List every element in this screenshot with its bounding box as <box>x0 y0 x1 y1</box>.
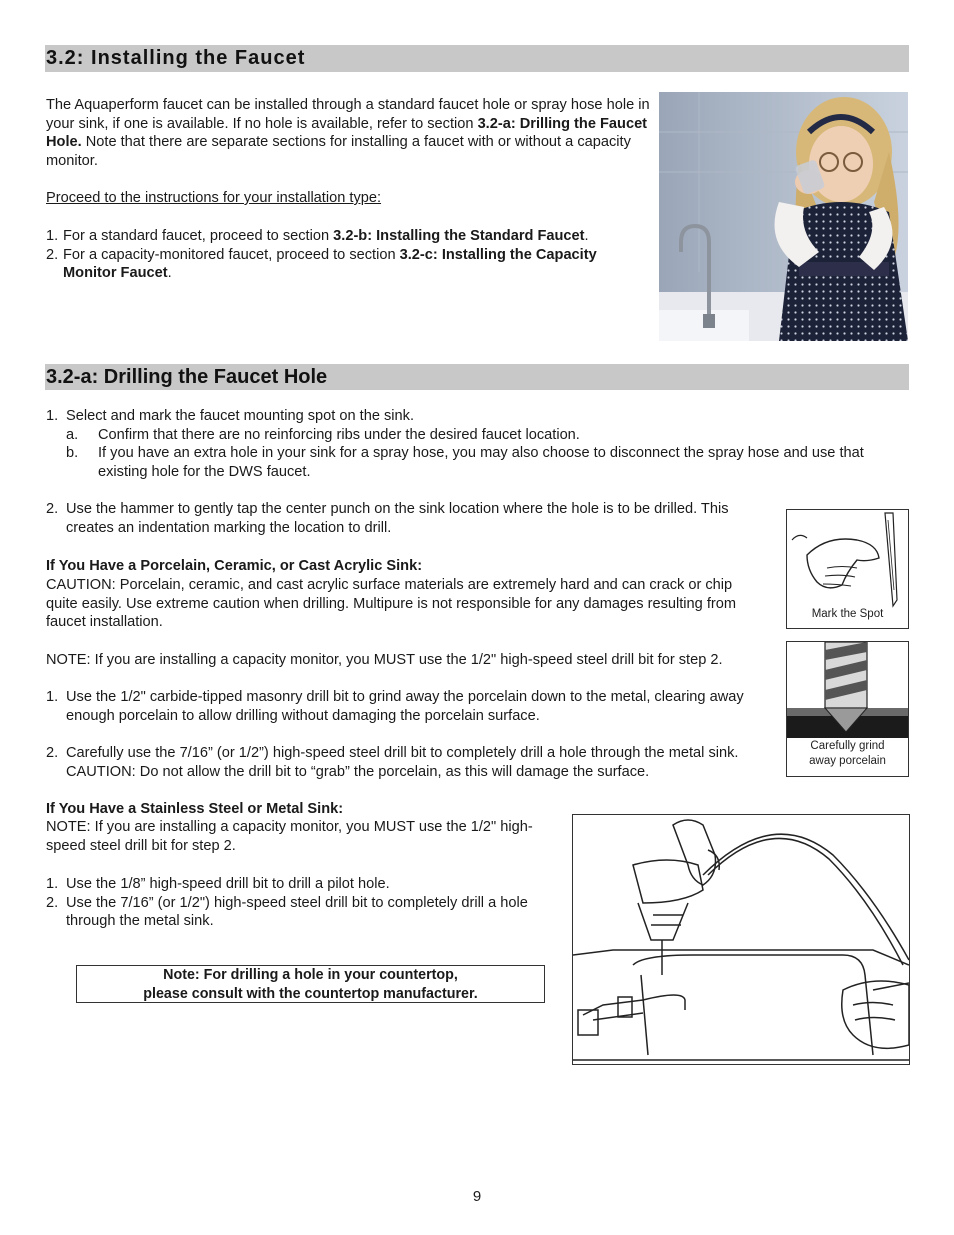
grind-caption-line-2: away porcelain <box>809 755 886 767</box>
drill-bit-grinding-illustration <box>787 642 908 738</box>
list-number: 2. <box>46 745 59 762</box>
porcelain-steps <box>46 688 764 782</box>
porcelain-heading: If You Have a Porcelain, Ceramic, or Cast Acrylic Sink: <box>46 558 423 574</box>
list-item <box>46 744 764 781</box>
drill-sink-illustration <box>573 815 909 1064</box>
list-text: Carefully use the 7/16” (or 1/2”) high-speed steel drill bit to completely drill a hole through the metal sink. CAUTION: Do not allow the drill bit to “grab” the porcelain, as this will damage the surface. <box>66 745 739 780</box>
list-number: 2. <box>46 501 59 517</box>
sub-list-item <box>46 426 906 445</box>
list-text: For a standard faucet, proceed to section <box>63 228 334 244</box>
list-item <box>46 894 568 931</box>
list-text: Use the 1/2" carbide-tipped masonry drill bit to grind away the porcelain down to the metal, clearing away enough porcelain to allow drilling without damaging the porcelain surface. <box>66 689 744 724</box>
steel-steps <box>46 875 568 931</box>
grind-porcelain-figure <box>786 641 909 777</box>
list-item <box>46 227 646 246</box>
list-bold-ref: 3.2-b: Installing the Standard Faucet <box>333 228 585 244</box>
list-item <box>46 688 764 725</box>
list-end: . <box>167 265 172 282</box>
mark-spot-figure <box>786 509 909 629</box>
list-item <box>46 875 568 894</box>
intro-text-2: Note that there are separate sections for installing a faucet with or without a capacity monitor. <box>46 134 631 170</box>
intro-bold-ref: 3.2-a: Drilling the Faucet Hole. <box>46 115 648 151</box>
page-number: 9 <box>472 1188 482 1205</box>
sub-list-text: If you have an extra hole in your sink for a spray hose, you may also choose to disconnect the spray hose and use that existing hole for the DWS faucet. <box>98 445 864 481</box>
steel-note: NOTE: If you are installing a capacity monitor, you MUST use the 1/2" high-speed steel drill bit for step 2. <box>46 819 533 854</box>
list-number: 1. <box>46 228 59 244</box>
list-item <box>46 246 646 283</box>
countertop-note-box <box>76 965 545 1003</box>
list-end: . <box>584 228 589 244</box>
section-heading-drilling-hole: 3.2-a: Drilling the Faucet Hole <box>45 364 909 390</box>
countertop-note-line-1: Note: For drilling a hole in your countertop, <box>163 967 458 983</box>
girl-drinking-illustration <box>659 92 908 341</box>
center-punch-illustration <box>787 510 908 610</box>
mark-spot-caption: Mark the Spot <box>811 608 884 620</box>
drilling-sink-figure <box>572 814 910 1065</box>
sub-list-letter: a. <box>66 426 79 443</box>
drilling-step-2 <box>46 500 766 537</box>
list-number: 1. <box>46 876 59 892</box>
list-number: 2. <box>46 894 59 911</box>
list-text: Select and mark the faucet mounting spot on the sink. <box>66 408 415 424</box>
sub-list-text: Confirm that there are no reinforcing ribs under the desired faucet location. <box>98 426 580 443</box>
list-number: 2. <box>46 246 59 263</box>
list-number: 1. <box>46 408 59 424</box>
sub-list-item <box>46 444 906 481</box>
intro-paragraph <box>46 96 654 171</box>
grind-caption-line-1: Carefully grind <box>810 740 885 752</box>
porcelain-note: NOTE: If you are installing a capacity monitor, you MUST use the 1/2" high-speed steel drill bit for step 2. <box>46 652 723 668</box>
list-item <box>46 407 906 426</box>
installation-type-list <box>46 227 646 283</box>
list-bold-ref: 3.2-c: Installing the Capacity Monitor Faucet <box>63 246 597 282</box>
list-number: 1. <box>46 689 59 705</box>
steel-heading: If You Have a Stainless Steel or Metal Sink: <box>46 801 344 817</box>
sub-list-letter: b. <box>66 445 79 462</box>
list-item <box>46 500 766 537</box>
drilling-step-list <box>46 407 906 482</box>
proceed-instruction: Proceed to the instructions for your installation type: <box>46 190 382 206</box>
list-text: Use the hammer to gently tap the center punch on the sink location where the hole is to be drilled. This creates an indentation marking the location to drill. <box>66 501 729 536</box>
list-text: Use the 1/8” high-speed drill bit to drill a pilot hole. <box>66 876 390 892</box>
girl-drinking-photo <box>659 92 908 341</box>
list-text: For a capacity-monitored faucet, proceed to section <box>63 246 400 263</box>
porcelain-caution: CAUTION: Porcelain, ceramic, and cast acrylic surface materials are extremely hard and can crack or chip quite easily. Use extreme caution when drilling. Multipure is not responsible for any damages resulting from faucet installation. <box>46 577 737 631</box>
intro-text-1: The Aquaperform faucet can be installed through a standard faucet hole or spray hose hole in your sink, if one is available. If no hole is available, refer to section <box>46 97 650 132</box>
list-text: Use the 7/16” (or 1/2") high-speed steel drill bit to completely drill a hole through the metal sink. <box>66 894 528 930</box>
section-heading-installing-faucet: 3.2: Installing the Faucet <box>45 45 909 72</box>
countertop-note-line-2: please consult with the countertop manufacturer. <box>143 985 478 1002</box>
